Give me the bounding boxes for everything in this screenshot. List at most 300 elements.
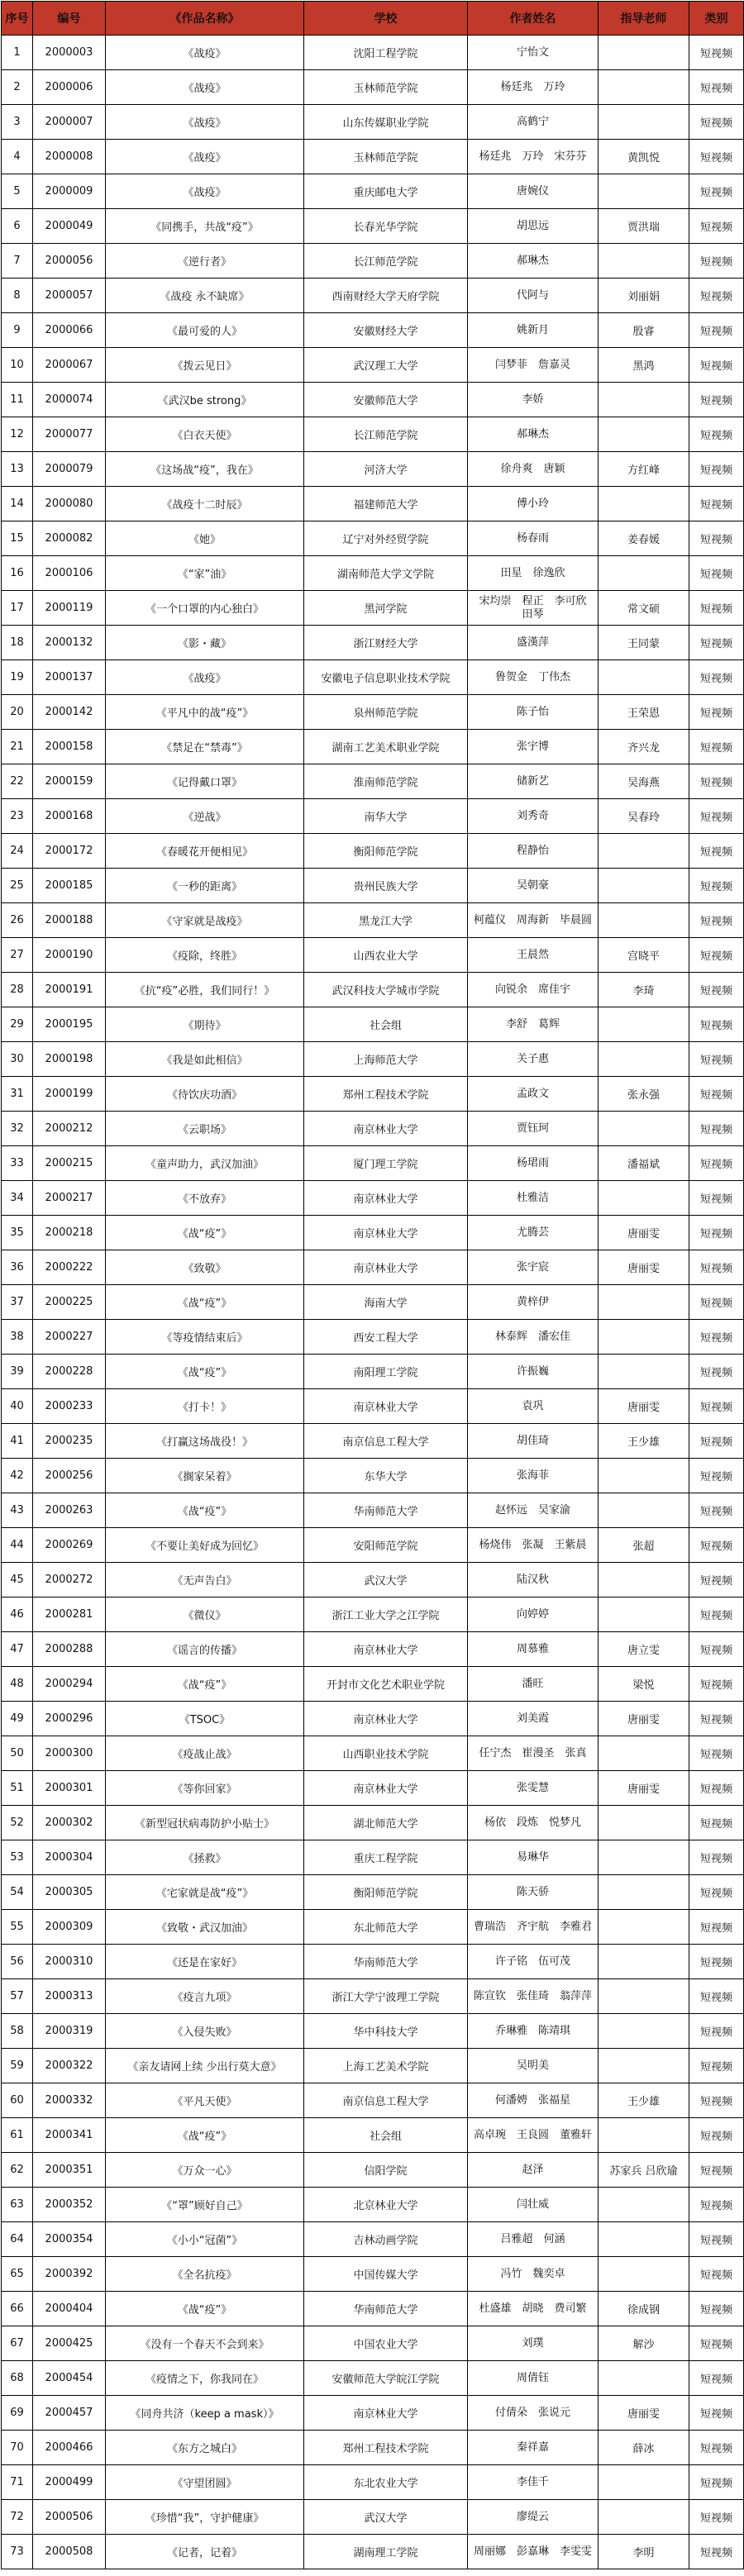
cell-school: 南京林业大学: [304, 1112, 468, 1146]
cell-work: 《致敬》: [106, 1250, 304, 1285]
cell-category: 短视频: [689, 140, 744, 174]
table-row: [2, 1771, 744, 1806]
cell-id: 2000233: [33, 1389, 106, 1424]
cell-advisor: 刘丽娟: [599, 279, 689, 313]
cell-school: 福建师范大学: [304, 487, 468, 521]
cell-work: 《战疫》: [106, 105, 304, 140]
cell-seq: 63: [2, 2188, 33, 2222]
cell-school: 湖北师范大学: [304, 1806, 468, 1840]
cell-seq: 27: [2, 938, 33, 973]
cell-category: 短视频: [689, 1667, 744, 1702]
table-row: [2, 2049, 744, 2083]
cell-authors: 高鹤宁: [468, 105, 599, 140]
cell-id: 2000168: [33, 799, 106, 834]
cell-advisor: 唐丽雯: [599, 2396, 689, 2431]
cell-seq: 36: [2, 1250, 33, 1285]
cell-advisor: [599, 1181, 689, 1216]
cell-school: 衡阳师范学院: [304, 834, 468, 869]
cell-id: 2000457: [33, 2396, 106, 2431]
cell-seq: 67: [2, 2326, 33, 2361]
cell-advisor: 张永强: [599, 1077, 689, 1112]
cell-id: 2000305: [33, 1875, 106, 1910]
cell-authors: 吴朝豪: [468, 869, 599, 903]
cell-authors: 王晨然: [468, 938, 599, 973]
cell-id: 2000508: [33, 2535, 106, 2569]
cell-advisor: 唐立雯: [599, 1632, 689, 1667]
header-category: 类别: [689, 2, 744, 36]
cell-category: 短视频: [689, 973, 744, 1007]
table-row: [2, 1424, 744, 1459]
cell-school: 西南财经大学天府学院: [304, 279, 468, 313]
cell-work: 《疫情之下，你我同在》: [106, 2361, 304, 2396]
cell-id: 2000218: [33, 1216, 106, 1250]
cell-advisor: 梁悦: [599, 1667, 689, 1702]
cell-work: 《战“疫”》: [106, 1216, 304, 1250]
cell-advisor: [599, 2222, 689, 2257]
cell-school: 武汉理工大学: [304, 348, 468, 383]
table-row: [2, 140, 744, 174]
cell-category: 短视频: [689, 1042, 744, 1077]
cell-seq: 59: [2, 2049, 33, 2083]
cell-id: 2000351: [33, 2153, 106, 2188]
cell-seq: 19: [2, 660, 33, 695]
cell-work: 《禁足在“禁毒”》: [106, 730, 304, 764]
cell-advisor: [599, 2188, 689, 2222]
cell-work: 《打卡！》: [106, 1389, 304, 1424]
cell-id: 2000222: [33, 1250, 106, 1285]
cell-category: 短视频: [689, 1979, 744, 2014]
table-body: [2, 36, 744, 2569]
cell-work: 《逆行者》: [106, 244, 304, 279]
cell-advisor: 苏家兵 吕欣瑜: [599, 2153, 689, 2188]
cell-work: 《还是在家好》: [106, 1945, 304, 1979]
cell-seq: 50: [2, 1736, 33, 1771]
cell-school: 山东传媒职业学院: [304, 105, 468, 140]
cell-work: 《同舟共济（keep a mask）》: [106, 2396, 304, 2431]
cell-category: 短视频: [689, 1910, 744, 1945]
cell-authors: 冯竹 魏奕卓: [468, 2257, 599, 2292]
cell-seq: 54: [2, 1875, 33, 1910]
cell-authors: 杨珺雨: [468, 1146, 599, 1181]
cell-category: 短视频: [689, 1563, 744, 1598]
cell-authors: 吴明美: [468, 2049, 599, 2083]
cell-work: 《等疫情结束后》: [106, 1320, 304, 1355]
cell-school: 华南师范大学: [304, 1493, 468, 1528]
cell-seq: 30: [2, 1042, 33, 1077]
cell-seq: 70: [2, 2431, 33, 2465]
cell-work: 《微仪》: [106, 1598, 304, 1632]
cell-authors: 杨廷兆 万玲: [468, 70, 599, 105]
cell-work: 《最可爱的人》: [106, 313, 304, 348]
cell-authors: 向锐余 席佳宇: [468, 973, 599, 1007]
cell-authors: 代阿与: [468, 279, 599, 313]
cell-authors: 盛漢萍: [468, 626, 599, 660]
cell-school: 东北师范大学: [304, 1910, 468, 1945]
cell-id: 2000137: [33, 660, 106, 695]
cell-work: 《战疫》: [106, 660, 304, 695]
cell-school: 南京林业大学: [304, 1216, 468, 1250]
cell-work: 《等你回家》: [106, 1771, 304, 1806]
cell-seq: 42: [2, 1459, 33, 1493]
cell-seq: 17: [2, 591, 33, 626]
cell-authors: 刘秀奇: [468, 799, 599, 834]
cell-authors: 高卓琬 王良圆 董雅轩: [468, 2118, 599, 2153]
cell-school: 武汉大学: [304, 2500, 468, 2535]
cell-advisor: [599, 660, 689, 695]
cell-advisor: [599, 36, 689, 70]
cell-seq: 60: [2, 2083, 33, 2118]
cell-category: 短视频: [689, 105, 744, 140]
cell-id: 2000309: [33, 1910, 106, 1945]
cell-category: 短视频: [689, 1945, 744, 1979]
cell-category: 短视频: [689, 452, 744, 487]
table-header: [2, 2, 744, 36]
cell-school: 南京信息工程大学: [304, 1424, 468, 1459]
cell-category: 短视频: [689, 1216, 744, 1250]
table-row: [2, 730, 744, 764]
table-row: [2, 1077, 744, 1112]
cell-seq: 15: [2, 521, 33, 556]
cell-advisor: [599, 556, 689, 591]
cell-seq: 6: [2, 209, 33, 244]
cell-id: 2000199: [33, 1077, 106, 1112]
cell-seq: 71: [2, 2465, 33, 2500]
cell-work: 《春暖花开便相见》: [106, 834, 304, 869]
cell-authors: 吕雅超 何涵: [468, 2222, 599, 2257]
cell-authors: 杜雅洁: [468, 1181, 599, 1216]
cell-id: 2000354: [33, 2222, 106, 2257]
table-row: [2, 1355, 744, 1389]
cell-work: 《影・藏》: [106, 626, 304, 660]
cell-authors: 付倩朵 张说元: [468, 2396, 599, 2431]
cell-id: 2000319: [33, 2014, 106, 2049]
cell-seq: 1: [2, 36, 33, 70]
cell-id: 2000082: [33, 521, 106, 556]
table-row: [2, 1528, 744, 1563]
table-row: [2, 1979, 744, 2014]
cell-advisor: [599, 1320, 689, 1355]
cell-authors: 林泰辉 潘宏佳: [468, 1320, 599, 1355]
cell-advisor: [599, 2465, 689, 2500]
cell-advisor: [599, 1459, 689, 1493]
cell-id: 2000228: [33, 1355, 106, 1389]
cell-work: 《战“疫”》: [106, 1493, 304, 1528]
cell-school: 淮南师范学院: [304, 764, 468, 799]
cell-category: 短视频: [689, 2014, 744, 2049]
cell-authors: 张海菲: [468, 1459, 599, 1493]
cell-seq: 52: [2, 1806, 33, 1840]
cell-seq: 24: [2, 834, 33, 869]
cell-seq: 62: [2, 2153, 33, 2188]
cell-work: 《搁家呆着》: [106, 1459, 304, 1493]
cell-seq: 26: [2, 903, 33, 938]
cell-id: 2000263: [33, 1493, 106, 1528]
cell-school: 浙江大学宁波理工学院: [304, 1979, 468, 2014]
table-row: [2, 1320, 744, 1355]
cell-school: 武汉大学: [304, 1563, 468, 1598]
cell-advisor: [599, 834, 689, 869]
cell-seq: 12: [2, 417, 33, 452]
table-row: [2, 660, 744, 695]
cell-work: 《“家”油》: [106, 556, 304, 591]
cell-advisor: [599, 1910, 689, 1945]
cell-work: 《白衣天使》: [106, 417, 304, 452]
table-row: [2, 1598, 744, 1632]
cell-id: 2000074: [33, 383, 106, 417]
cell-category: 短视频: [689, 1702, 744, 1736]
table-row: [2, 2014, 744, 2049]
cell-advisor: [599, 383, 689, 417]
cell-authors: 贾钰珂: [468, 1112, 599, 1146]
header-authors: 作者姓名: [468, 2, 599, 36]
table-row: [2, 903, 744, 938]
cell-school: 开封市文化艺术职业学院: [304, 1667, 468, 1702]
cell-authors: 陈宣钦 张佳琦 翁萍萍: [468, 1979, 599, 2014]
cell-advisor: 薛冰: [599, 2431, 689, 2465]
cell-school: 中国农业大学: [304, 2326, 468, 2361]
cell-id: 2000425: [33, 2326, 106, 2361]
cell-authors: 杨烧伟 张凝 王紫晨: [468, 1528, 599, 1563]
cell-work: 《不要让美好成为回忆》: [106, 1528, 304, 1563]
table-row: [2, 417, 744, 452]
cell-id: 2000272: [33, 1563, 106, 1598]
table-row: [2, 973, 744, 1007]
cell-advisor: [599, 1945, 689, 1979]
cell-authors: 李娇: [468, 383, 599, 417]
table-row: [2, 1667, 744, 1702]
cell-seq: 13: [2, 452, 33, 487]
cell-id: 2000506: [33, 2500, 106, 2535]
cell-school: 南京林业大学: [304, 1181, 468, 1216]
cell-advisor: 唐丽雯: [599, 1389, 689, 1424]
cell-school: 社会组: [304, 2118, 468, 2153]
table-row: [2, 521, 744, 556]
cell-advisor: 王少雄: [599, 2083, 689, 2118]
cell-category: 短视频: [689, 695, 744, 730]
cell-seq: 47: [2, 1632, 33, 1667]
cell-id: 2000235: [33, 1424, 106, 1459]
cell-authors: 陈天骄: [468, 1875, 599, 1910]
cell-work: 《一秒的距离》: [106, 869, 304, 903]
award-table: [1, 1, 744, 2569]
cell-category: 短视频: [689, 1250, 744, 1285]
cell-school: 黑河学院: [304, 591, 468, 626]
cell-work: 《致敬・武汉加油》: [106, 1910, 304, 1945]
cell-work: 《“罩”顾好自己》: [106, 2188, 304, 2222]
table-row: [2, 1875, 744, 1910]
cell-authors: 陈子怡: [468, 695, 599, 730]
cell-seq: 41: [2, 1424, 33, 1459]
cell-authors: 赵怀远 吴家渝: [468, 1493, 599, 1528]
cell-work: 《同携手，共战“疫”》: [106, 209, 304, 244]
cell-authors: 李佳千: [468, 2465, 599, 2500]
cell-id: 2000466: [33, 2431, 106, 2465]
cell-category: 短视频: [689, 2118, 744, 2153]
cell-seq: 32: [2, 1112, 33, 1146]
cell-id: 2000007: [33, 105, 106, 140]
cell-category: 短视频: [689, 1007, 744, 1042]
cell-work: 《小小“冠菌”》: [106, 2222, 304, 2257]
cell-seq: 35: [2, 1216, 33, 1250]
table-row: [2, 209, 744, 244]
cell-advisor: 李明: [599, 2535, 689, 2569]
cell-school: 上海工艺美术学院: [304, 2049, 468, 2083]
cell-authors: 关子惠: [468, 1042, 599, 1077]
cell-work: 《守望团圆》: [106, 2465, 304, 2500]
cell-advisor: [599, 1007, 689, 1042]
cell-seq: 68: [2, 2361, 33, 2396]
cell-school: 南京林业大学: [304, 1702, 468, 1736]
cell-id: 2000227: [33, 1320, 106, 1355]
cell-advisor: 方红峰: [599, 452, 689, 487]
cell-seq: 61: [2, 2118, 33, 2153]
cell-seq: 38: [2, 1320, 33, 1355]
cell-authors: 易琳华: [468, 1840, 599, 1875]
table-row: [2, 764, 744, 799]
cell-category: 短视频: [689, 2188, 744, 2222]
cell-id: 2000106: [33, 556, 106, 591]
table-row: [2, 1563, 744, 1598]
cell-category: 短视频: [689, 2396, 744, 2431]
table-row: [2, 2361, 744, 2396]
cell-school: 浙江财经大学: [304, 626, 468, 660]
cell-advisor: [599, 1493, 689, 1528]
cell-school: 东华大学: [304, 1459, 468, 1493]
cell-work: 《东方之城白》: [106, 2431, 304, 2465]
table-row: [2, 279, 744, 313]
cell-work: 《珍惜“我”，守护健康》: [106, 2500, 304, 2535]
cell-id: 2000057: [33, 279, 106, 313]
cell-category: 短视频: [689, 1459, 744, 1493]
cell-work: 《记得戴口罩》: [106, 764, 304, 799]
cell-authors: 储新艺: [468, 764, 599, 799]
cell-school: 郑州工程技术学院: [304, 1077, 468, 1112]
cell-work: 《抗“疫”必胜，我们同行！》: [106, 973, 304, 1007]
table-row: [2, 869, 744, 903]
cell-authors: 杨廷兆 万玲 宋芬芬: [468, 140, 599, 174]
cell-school: 安徽师范大学皖江学院: [304, 2361, 468, 2396]
cell-school: 郑州工程技术学院: [304, 2431, 468, 2465]
table-row: [2, 695, 744, 730]
cell-work: 《战疫》: [106, 70, 304, 105]
cell-work: 《记者，记着》: [106, 2535, 304, 2569]
cell-category: 短视频: [689, 1528, 744, 1563]
cell-seq: 14: [2, 487, 33, 521]
cell-advisor: [599, 903, 689, 938]
table-row: [2, 1459, 744, 1493]
cell-id: 2000188: [33, 903, 106, 938]
cell-school: 辽宁对外经贸学院: [304, 521, 468, 556]
cell-seq: 66: [2, 2292, 33, 2326]
cell-id: 2000300: [33, 1736, 106, 1771]
cell-work: 《她》: [106, 521, 304, 556]
cell-category: 短视频: [689, 2535, 744, 2569]
cell-advisor: [599, 487, 689, 521]
header-work: 《作品名称》: [106, 2, 304, 36]
cell-category: 短视频: [689, 2292, 744, 2326]
cell-category: 短视频: [689, 2465, 744, 2500]
cell-seq: 3: [2, 105, 33, 140]
cell-advisor: [599, 1042, 689, 1077]
cell-authors: 许子铭 伍可茂: [468, 1945, 599, 1979]
cell-school: 长江师范学院: [304, 417, 468, 452]
cell-authors: 胡思远: [468, 209, 599, 244]
cell-category: 短视频: [689, 1493, 744, 1528]
cell-authors: 赵泽: [468, 2153, 599, 2188]
cell-seq: 23: [2, 799, 33, 834]
cell-category: 短视频: [689, 764, 744, 799]
cell-category: 短视频: [689, 2431, 744, 2465]
cell-advisor: 常文硕: [599, 591, 689, 626]
cell-school: 南京信息工程大学: [304, 2083, 468, 2118]
cell-work: 《拯救》: [106, 1840, 304, 1875]
table-row: [2, 244, 744, 279]
cell-id: 2000009: [33, 174, 106, 209]
cell-id: 2000212: [33, 1112, 106, 1146]
cell-work: 《战“疫”》: [106, 2292, 304, 2326]
cell-advisor: 齐兴龙: [599, 730, 689, 764]
table-row: [2, 2292, 744, 2326]
cell-work: 《疫除，终胜》: [106, 938, 304, 973]
cell-work: 《拨云见日》: [106, 348, 304, 383]
table-row: [2, 2326, 744, 2361]
cell-authors: 姚新月: [468, 313, 599, 348]
cell-category: 短视频: [689, 626, 744, 660]
cell-school: 南京林业大学: [304, 2396, 468, 2431]
cell-advisor: [599, 1563, 689, 1598]
table-row: [2, 348, 744, 383]
cell-school: 沈阳工程学院: [304, 36, 468, 70]
cell-authors: 郝琳杰: [468, 244, 599, 279]
cell-school: 玉林师范学院: [304, 70, 468, 105]
cell-school: 山西职业技术学院: [304, 1736, 468, 1771]
cell-school: 社会组: [304, 1007, 468, 1042]
cell-authors: 刘美霞: [468, 1702, 599, 1736]
cell-id: 2000499: [33, 2465, 106, 2500]
table-row: [2, 1389, 744, 1424]
cell-school: 西安工程大学: [304, 1320, 468, 1355]
cell-authors: 张宇宸: [468, 1250, 599, 1285]
table-row: [2, 2500, 744, 2535]
cell-advisor: [599, 2500, 689, 2535]
cell-id: 2000304: [33, 1840, 106, 1875]
cell-school: 南京林业大学: [304, 1771, 468, 1806]
cell-school: 泉州师范学院: [304, 695, 468, 730]
cell-authors: 程静怡: [468, 834, 599, 869]
cell-id: 2000079: [33, 452, 106, 487]
cell-school: 重庆邮电大学: [304, 174, 468, 209]
cell-category: 短视频: [689, 591, 744, 626]
cell-advisor: [599, 174, 689, 209]
cell-authors: 曹瑞浩 齐宇航 李雅君: [468, 1910, 599, 1945]
cell-school: 长江师范学院: [304, 244, 468, 279]
cell-id: 2000080: [33, 487, 106, 521]
cell-category: 短视频: [689, 348, 744, 383]
cell-work: 《全名抗疫》: [106, 2257, 304, 2292]
cell-id: 2000056: [33, 244, 106, 279]
cell-id: 2000132: [33, 626, 106, 660]
cell-seq: 2: [2, 70, 33, 105]
table-row: [2, 1806, 744, 1840]
cell-school: 安徽师范大学: [304, 383, 468, 417]
cell-school: 吉林动画学院: [304, 2222, 468, 2257]
table-row: [2, 1216, 744, 1250]
cell-category: 短视频: [689, 1424, 744, 1459]
header-school: 学校: [304, 2, 468, 36]
cell-advisor: [599, 244, 689, 279]
cell-category: 短视频: [689, 2257, 744, 2292]
cell-advisor: 唐丽雯: [599, 1771, 689, 1806]
